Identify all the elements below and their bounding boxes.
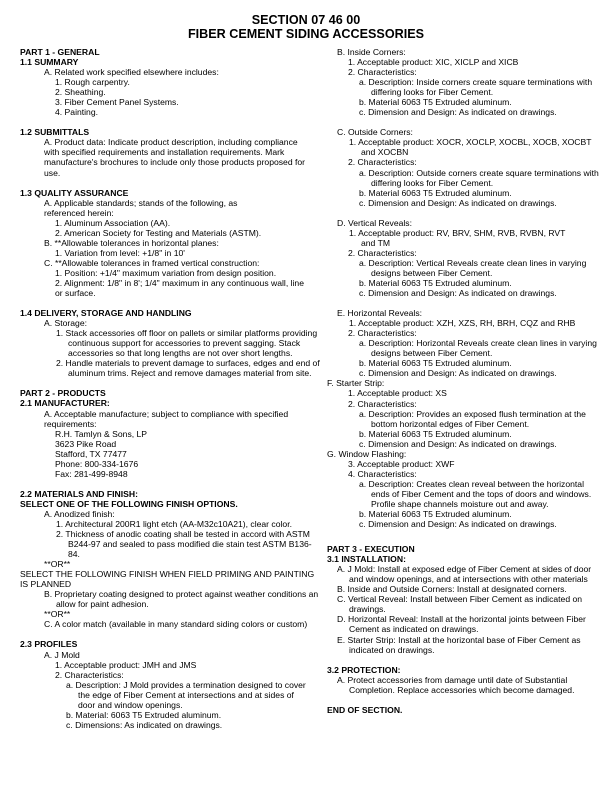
finish-heading: 2.2 MATERIALS AND FINISH: <box>20 488 138 499</box>
vertical-reveals-item: b. Material 6063 T5 Extruded aluminum. <box>359 277 512 288</box>
left-column <box>20 47 320 730</box>
address-line: R.H. Tamlyn & Sons, LP <box>55 428 148 439</box>
finish-subheading: SELECT ONE OF THE FOLLOWING FINISH OPTIONS. <box>20 498 238 509</box>
finish-b: B. Proprietary coating designed to protect against weather conditions an allow for paint adhesion. <box>44 589 319 610</box>
vertical-reveals-product: 1. Acceptable product: RV, BRV, SHM, RVB, RVBN, RVT and TM <box>349 227 566 248</box>
vertical-reveals-char: 2. Characteristics: <box>348 247 417 258</box>
qa-c-item: 1. Position: +1/4" maximum variation from design position. <box>55 267 277 278</box>
starter-strip-label: F. Starter Strip: <box>327 378 385 389</box>
horizontal-reveals-char: 2. Characteristics: <box>348 328 417 339</box>
inside-corners-item: b. Material 6063 T5 Extruded aluminum. <box>359 97 512 108</box>
profiles-char-item: b. Material: 6063 T5 Extruded aluminum. <box>66 709 222 720</box>
submittals-heading: 1.2 SUBMITTALS <box>20 127 90 138</box>
delivery-heading: 1.4 DELIVERY, STORAGE AND HANDLING <box>20 308 192 319</box>
outside-corners-product: 1. Acceptable product: XOCR, XOCLP, XOCBL, XOCB, XOCBT and XOCBN <box>349 137 592 158</box>
installation-item: D. Horizontal Reveal: Install at the horizontal joints between Fiber Cement as indicated on drawings. <box>337 614 586 635</box>
delivery-a: A. Storage: <box>44 318 87 329</box>
starter-strip-item: c. Dimension and Design: As indicated on drawings. <box>359 438 557 449</box>
address-line: Fax: 281-499-8948 <box>55 468 128 479</box>
starter-strip-product: 1. Acceptable product: XS <box>348 388 447 399</box>
finish-a-item: 2. Thickness of anodic coating shall be tested in accord with ASTM B244-97 and sealed to pass modified die stain test ASTM B136-84. <box>56 529 312 560</box>
profiles-a2: 2. Characteristics: <box>55 669 124 680</box>
delivery-item: 1. Stack accessories off floor on pallets or similar platforms providing continuous support for accessories to prevent sagging. Stack accessories so that long lengths are not over short lengths. <box>56 328 318 359</box>
qa-b: B. **Allowable tolerances in horizontal planes: <box>44 237 219 248</box>
installation-heading: 3.1 INSTALLATION: <box>327 554 406 565</box>
delivery-item: 2. Handle materials to prevent damage to surfaces, edges and end of aluminum trims. Reject and remove damages material from site. <box>56 358 320 379</box>
protection-heading: 3.2 PROTECTION: <box>327 664 401 675</box>
vertical-reveals-item: a. Description: Vertical Reveals create clean lines in varying designs between Fiber Cement. <box>359 257 587 278</box>
horizontal-reveals-label: E. Horizontal Reveals: <box>337 308 423 319</box>
submittals-a: A. Product data: Indicate product description, including compliance with specified requirements and installation requirements. Mark manufacture's brochures to include only those products proposed for use. <box>44 137 306 178</box>
installation-item: C. Vertical Reveal: Install between Fiber Cement as indicated on drawings. <box>337 594 583 615</box>
horizontal-reveals-item: c. Dimension and Design: As indicated on drawings. <box>359 368 557 379</box>
address-line: 3623 Pike Road <box>55 438 117 449</box>
installation-item: A. J Mold: Install at exposed edge of Fiber Cement at sides of door and window openings, and at intersections with other materials <box>337 564 592 585</box>
horizontal-reveals-product: 1. Acceptable product: XZH, XZS, RH, BRH, CQZ and RHB <box>349 318 576 329</box>
horizontal-reveals-item: a. Description: Horizontal Reveals create clean lines in varying designs between Fiber Cement. <box>359 338 597 359</box>
finish-a: A. Anodized finish: <box>44 508 115 519</box>
vertical-reveals-label: D. Vertical Reveals: <box>337 217 412 228</box>
manufacturer-a: A. Acceptable manufacture; subject to compliance with specified requirements: <box>44 408 289 429</box>
profiles-char-item: a. Description: J Mold provides a termination designed to cover the edge of Fiber Cement at intersections and at sides of door and window openings. <box>66 679 306 710</box>
qa-heading: 1.3 QUALITY ASSURANCE <box>20 187 129 198</box>
window-flashing-item: c. Dimension and Design: As indicated on drawings. <box>359 519 557 530</box>
inside-corners-item: a. Description: Inside corners create square terminations with differing looks for Fiber Cement. <box>359 77 593 98</box>
section-number: SECTION 07 46 00 <box>251 13 361 27</box>
finish-a-item: 1. Architectural 200R1 light etch (AA-M32c10A21), clear color. <box>56 518 292 529</box>
installation-item: E. Starter Strip: Install at the horizontal base of Fiber Cement as indicated on drawings. <box>337 634 581 655</box>
starter-strip-char: 2. Characteristics: <box>348 398 417 409</box>
summary-item: 2. Sheathing. <box>55 87 106 98</box>
end-of-section: END OF SECTION. <box>327 704 403 715</box>
summary-item: 1. Rough carpentry. <box>55 77 130 88</box>
address-line: Phone: 800-334-1676 <box>55 458 139 469</box>
qa-c: C. **Allowable tolerances in framed vertical construction: <box>44 257 260 268</box>
qa-a-item: 1. Aluminum Association (AA). <box>55 217 171 228</box>
qa-a: A. Applicable standards; stands of the following, as referenced herein: <box>44 197 238 218</box>
horizontal-reveals-item: b. Material 6063 T5 Extruded aluminum. <box>359 358 512 369</box>
inside-corners-label: B. Inside Corners: <box>337 47 406 57</box>
installation-item: B. Inside and Outside Corners: Install at designated corners. <box>337 584 567 595</box>
outside-corners-item: c. Dimension and Design: As indicated on drawings. <box>359 197 557 208</box>
profiles-a: A. J Mold <box>44 649 80 660</box>
qa-c-item: 2. Alignment: 1/8" in 8'; 1/4" maximum in any continuous wall, line or surface. <box>55 277 304 299</box>
window-flashing-item: a. Description: Creates clean reveal between the horizontal ends of Fiber Cement and the tops of doors and windows. Profile shape channels moisture out and away. <box>359 478 592 509</box>
summary-a: A. Related work specified elsewhere includes: <box>44 67 219 78</box>
inside-corners-char: 2. Characteristics: <box>348 67 417 78</box>
window-flashing-label: G. Window Flashing: <box>327 448 407 459</box>
right-column <box>327 47 599 715</box>
outside-corners-char: 2. Characteristics: <box>348 157 417 168</box>
outside-corners-label: C. Outside Corners: <box>337 127 413 138</box>
window-flashing-item: b. Material 6063 T5 Extruded aluminum. <box>359 509 512 520</box>
finish-c: C. A color match (available in many standard siding colors or custom) <box>44 619 308 630</box>
protection-a: A. Protect accessories from damage until date of Substantial Completion. Replace accessories which become damaged. <box>337 674 575 695</box>
or-separator: **OR** <box>44 609 71 620</box>
address-line: Stafford, TX 77477 <box>55 448 127 459</box>
manufacturer-heading: 2.1 MANUFACTURER: <box>20 398 110 409</box>
summary-heading: 1.1 SUMMARY <box>20 57 79 68</box>
part2-heading: PART 2 - PRODUCTS <box>20 388 106 399</box>
inside-corners-product: 1. Acceptable product: XIC, XICLP and XICB <box>348 57 519 68</box>
section-title: FIBER CEMENT SIDING ACCESSORIES <box>187 27 425 41</box>
part3-heading: PART 3 - EXECUTION <box>327 544 415 555</box>
finish-select-2: SELECT THE FOLLOWING FINISH WHEN FIELD PRIMING AND PAINTING IS PLANNED <box>20 569 315 590</box>
summary-item: 3. Fiber Cement Panel Systems. <box>55 97 179 108</box>
window-flashing-product: 3. Acceptable product: XWF <box>348 458 455 469</box>
or-separator: **OR** <box>44 559 71 570</box>
vertical-reveals-item: c. Dimension and Design: As indicated on drawings. <box>359 288 557 299</box>
starter-strip-item: b. Material 6063 T5 Extruded aluminum. <box>359 428 512 439</box>
summary-item: 4. Painting. <box>55 107 98 118</box>
inside-corners-item: c. Dimension and Design: As indicated on drawings. <box>359 107 557 118</box>
profiles-char-item: c. Dimensions: As indicated on drawings. <box>66 719 223 730</box>
profiles-heading: 2.3 PROFILES <box>20 639 78 650</box>
profiles-a1: 1. Acceptable product: JMH and JMS <box>55 659 197 670</box>
starter-strip-item: a. Description: Provides an exposed flush termination at the bottom horizontal edges of Fiber Cement. <box>359 408 586 429</box>
outside-corners-item: a. Description: Outside corners create square terminations with differing looks for Fiber Cement. <box>359 167 599 188</box>
window-flashing-char: 4. Characteristics: <box>348 468 417 479</box>
qa-b-item: 1. Variation from level: +1/8" in 10' <box>55 247 185 258</box>
qa-a-item: 2. American Society for Testing and Materials (ASTM). <box>55 227 262 238</box>
part1-heading: PART 1 - GENERAL <box>20 47 100 57</box>
outside-corners-item: b. Material 6063 T5 Extruded aluminum. <box>359 187 512 198</box>
